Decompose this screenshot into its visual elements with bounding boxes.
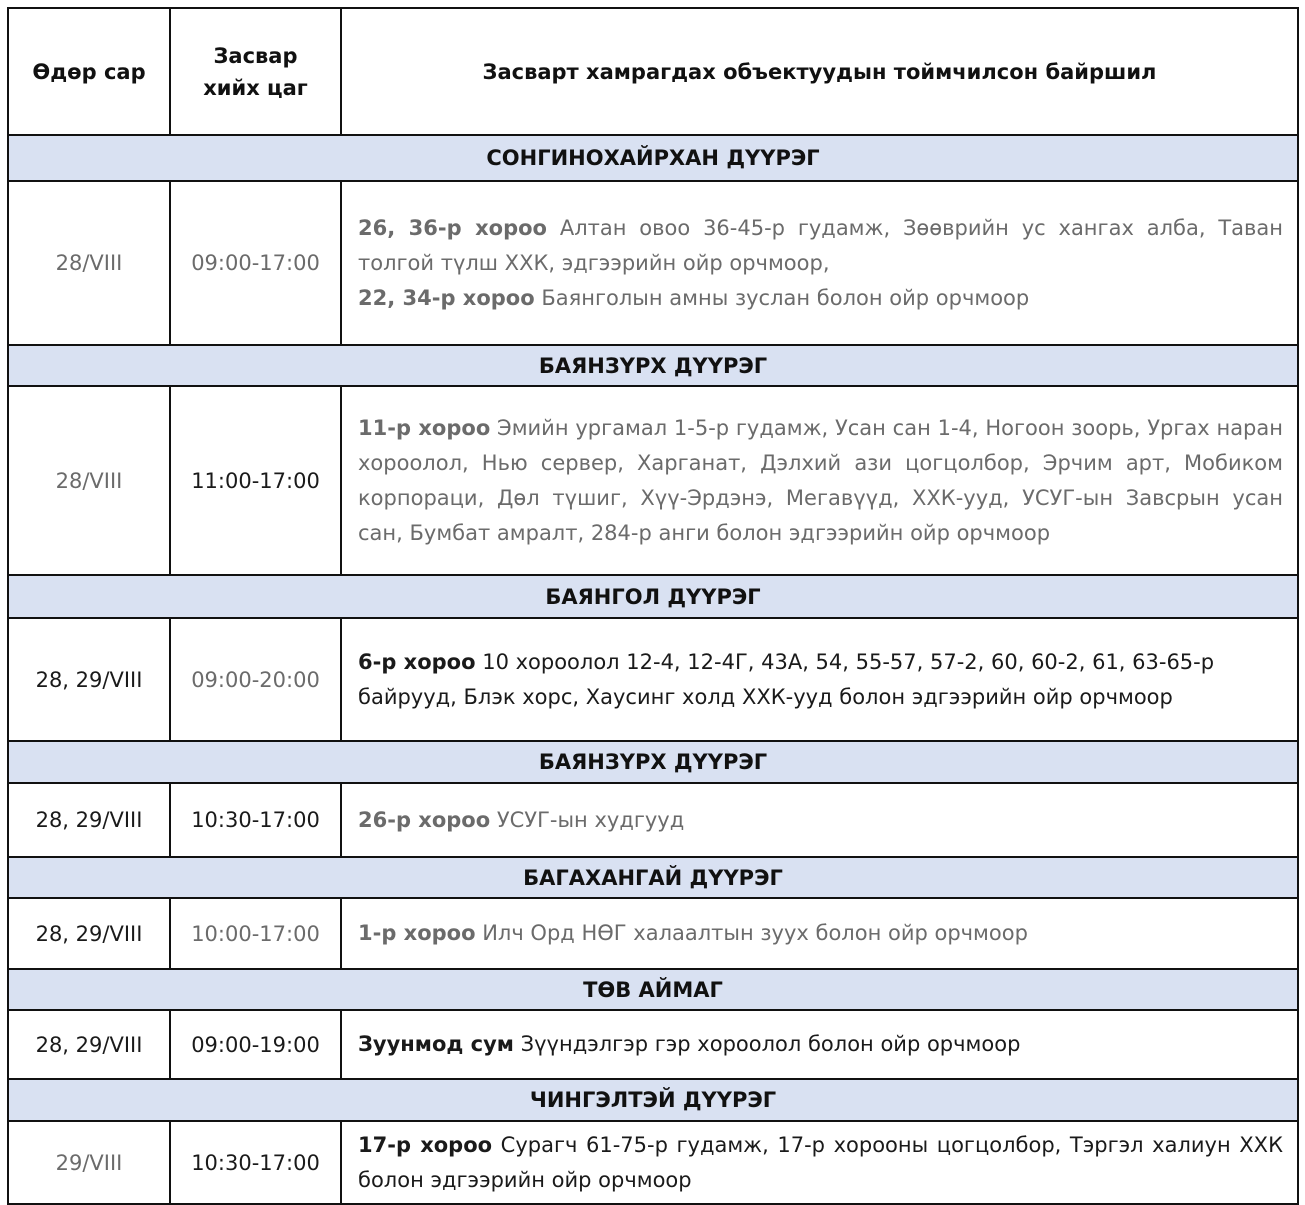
- khoroo-label: Зуунмод сум: [358, 1032, 514, 1056]
- location-text: Алтан овоо 36-45-р гудамж, Зөөврийн ус хангах алба, Таван толгой түлш ХХК, эдгээрийн ойр орчмоор,: [358, 215, 1284, 275]
- location-cell: [341, 181, 1298, 345]
- region-row: [8, 135, 1298, 181]
- region-title: БАЯНГОЛ ДҮҮРЭГ: [8, 575, 1298, 618]
- region-title: БАЯНЗҮРХ ДҮҮРЭГ: [8, 345, 1298, 386]
- table-row: [8, 898, 1298, 969]
- table-row: [8, 386, 1298, 575]
- table-row: [8, 783, 1298, 857]
- table-row: [8, 1010, 1298, 1079]
- date-cell: 28, 29/VIII: [8, 783, 170, 857]
- table-header-row: [8, 8, 1298, 135]
- location-line: [358, 211, 1283, 281]
- region-row: [8, 969, 1298, 1010]
- header-time: [170, 8, 341, 135]
- location-text: Зүүндэлгэр гэр хороолол болон ойр орчмоор: [513, 1032, 1021, 1056]
- location-text: Сурагч 61-75-р гудамж, 17-р хорооны цогцолбор, Тэргэл халиун ХХК болон эдгээрийн ойр орчмоор: [358, 1132, 1283, 1192]
- header-date: Өдөр сар: [8, 8, 170, 135]
- region-title: ЧИНГЭЛТЭЙ ДҮҮРЭГ: [8, 1079, 1298, 1121]
- location-text: УСУГ-ын худгууд: [490, 807, 685, 832]
- location-cell: [341, 618, 1298, 741]
- date-cell: 28, 29/VIII: [8, 1010, 170, 1079]
- region-title: СОНГИНОХАЙРХАН ДҮҮРЭГ: [8, 135, 1298, 181]
- location-cell: [341, 1010, 1298, 1079]
- khoroo-label: 1-р хороо: [358, 921, 476, 945]
- region-row: [8, 857, 1298, 898]
- location-text: 10 хороолол 12-4, 12-4Г, 43А, 54, 55-57, 57-2, 60, 60-2, 61, 63-65-р байрууд, Блэк хорс, Хаусинг холд ХХК-ууд болон эдгээрийн ойр орчмоор: [358, 649, 1215, 709]
- date-cell: 28/VIII: [8, 386, 170, 575]
- location-cell: [341, 783, 1298, 857]
- khoroo-label: 11-р хороо: [358, 415, 491, 440]
- time-cell: 09:00-19:00: [170, 1010, 341, 1079]
- khoroo-label: 22, 34-р хороо: [358, 285, 535, 310]
- repair-schedule-table: [7, 7, 1299, 1205]
- time-cell: 10:30-17:00: [170, 1121, 341, 1204]
- date-cell: 28/VIII: [8, 181, 170, 345]
- khoroo-label: 26-р хороо: [358, 807, 491, 832]
- region-row: [8, 345, 1298, 386]
- region-row: [8, 741, 1298, 783]
- table-row: [8, 618, 1298, 741]
- location-cell: [341, 1121, 1298, 1204]
- khoroo-label: 17-р хороо: [358, 1132, 493, 1157]
- region-row: [8, 1079, 1298, 1121]
- location-text: Эмийн ургамал 1-5-р гудамж, Усан сан 1-4, Ногоон зоорь, Ургах наран хороолол, Нью сервер, Харганат, Дэлхий ази цогцолбор, Эрчим арт, Мобиком корпораци, Дөл түшиг, Хүү-Эрдэнэ, Мегавүүд, ХХК-ууд, УСУГ-ын Завсрын усан сан, Бумбат амралт, 284-р анги болон эдгээрийн ойр орчмоор: [358, 415, 1283, 545]
- date-cell: 28, 29/VIII: [8, 898, 170, 969]
- khoroo-label: 26, 36-р хороо: [358, 215, 547, 240]
- table-row: [8, 181, 1298, 345]
- khoroo-label: 6-р хороо: [358, 649, 476, 674]
- time-cell: 09:00-17:00: [170, 181, 341, 345]
- time-cell: 11:00-17:00: [170, 386, 341, 575]
- time-cell: 10:00-17:00: [170, 898, 341, 969]
- time-cell: 10:30-17:00: [170, 783, 341, 857]
- header-time-text: Засвар хийх цаг: [203, 43, 308, 100]
- location-cell: [341, 898, 1298, 969]
- region-title: БАГАХАНГАЙ ДҮҮРЭГ: [8, 857, 1298, 898]
- table-row: [8, 1121, 1298, 1204]
- location-text: Илч Орд НӨГ халаалтын зуух болон ойр орчмоор: [475, 921, 1028, 945]
- date-cell: 28, 29/VIII: [8, 618, 170, 741]
- location-cell: [341, 386, 1298, 575]
- location-line: [358, 281, 1283, 316]
- header-location: Засварт хамрагдах объектуудын тоймчилсон байршил: [341, 8, 1298, 135]
- date-cell: 29/VIII: [8, 1121, 170, 1204]
- region-title: ТӨВ АЙМАГ: [8, 969, 1298, 1010]
- region-row: [8, 575, 1298, 618]
- time-cell: 09:00-20:00: [170, 618, 341, 741]
- location-text: Баянголын амны зуслан болон ойр орчмоор: [534, 285, 1030, 310]
- region-title: БАЯНЗҮРХ ДҮҮРЭГ: [8, 741, 1298, 783]
